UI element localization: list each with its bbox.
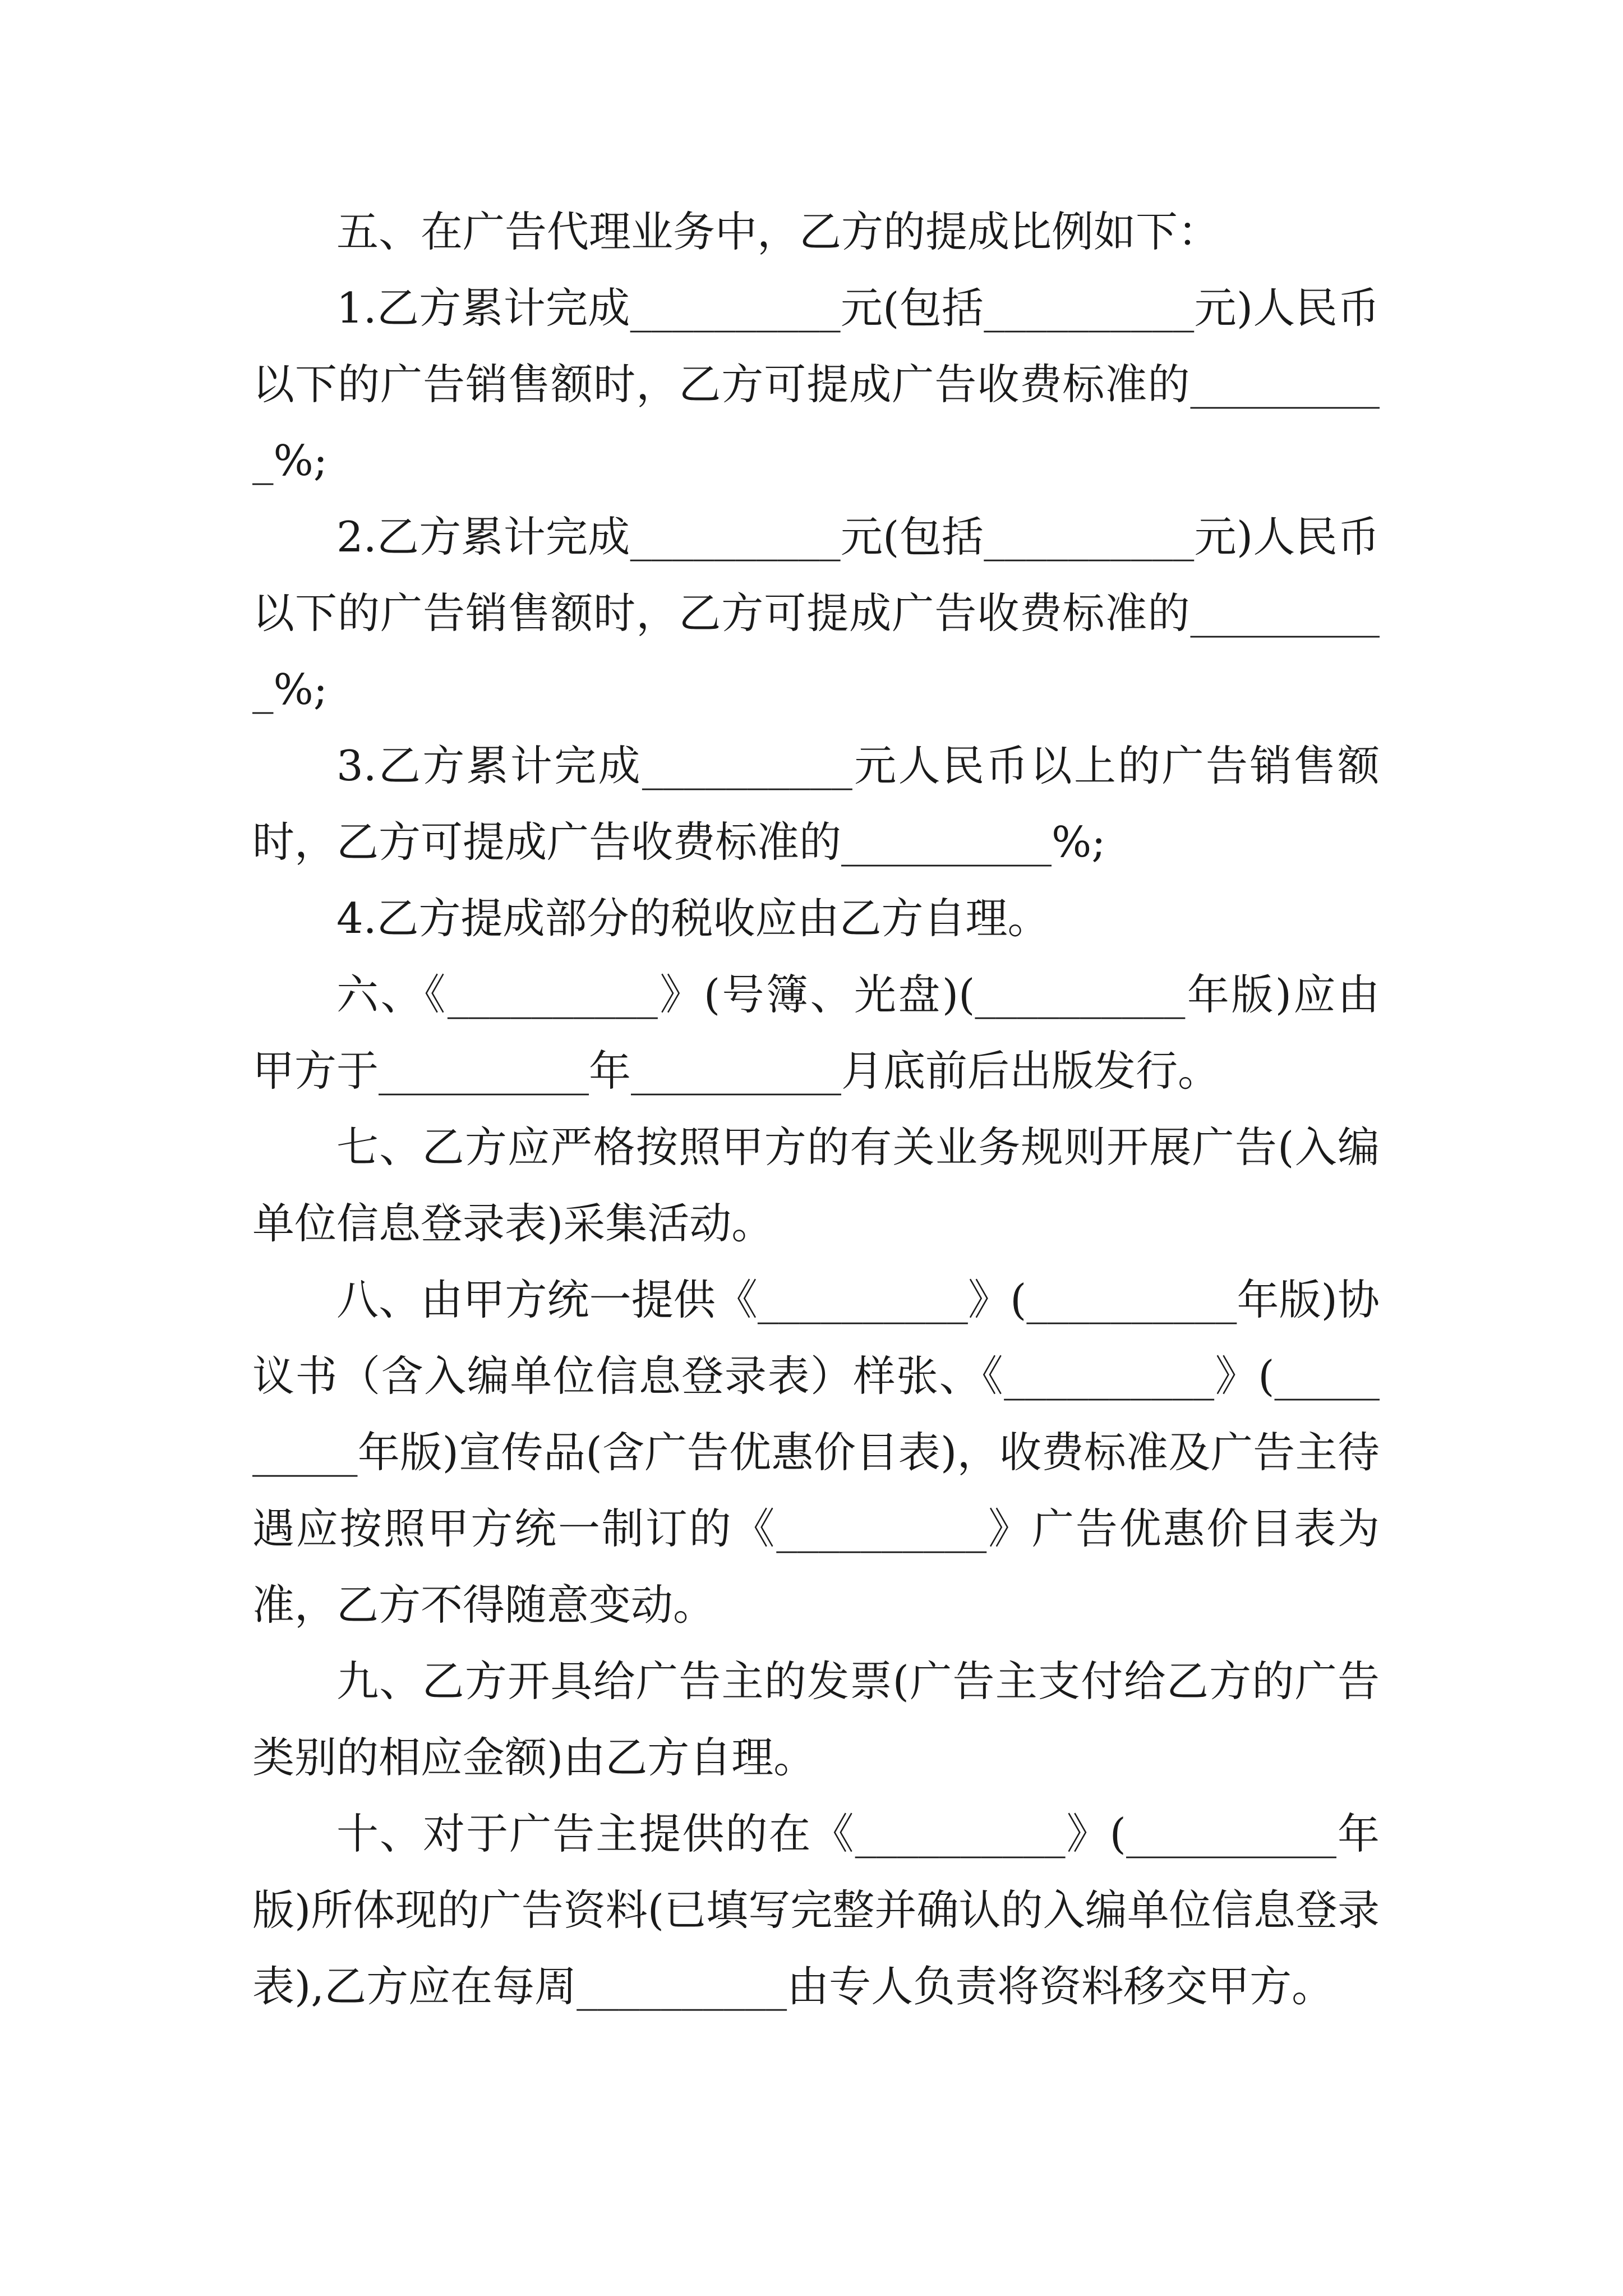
clause-eight: 八、由甲方统一提供《__________》(__________年版)协议书（含入编单位信息登录表）样张、《__________》(__________年版)宣传品(含广告优惠价目表)，收费标准及广告主待遇应按照甲方统一制订的《__________》广告优惠价目表为准，乙方不得随意变动。 [252, 1275, 1380, 1630]
document-body [252, 194, 1380, 2024]
clause-nine: 九、乙方开具给广告主的发票(广告主支付给乙方的广告类别的相应金额)由乙方自理。 [252, 1657, 1380, 1782]
clause-six: 六、《__________》(号簿、光盘)(__________年版)应由甲方于__________年__________月底前后出版发行。 [252, 970, 1380, 1096]
clause-five-item-2: 2.乙方累计完成__________元(包括__________元)人民币以下的广告销售额时，乙方可提成广告收费标准的__________%; [252, 512, 1380, 714]
clause-seven: 七、乙方应严格按照甲方的有关业务规则开展广告(入编单位信息登录表)采集活动。 [252, 1122, 1380, 1248]
clause-five: 五、在广告代理业务中，乙方的提成比例如下： [336, 207, 1220, 256]
clause-five-item-1: 1.乙方累计完成__________元(包括__________元)人民币以下的广告销售额时，乙方可提成广告收费标准的__________%; [252, 283, 1380, 485]
clause-five-item-3: 3.乙方累计完成__________元人民币以上的广告销售额时，乙方可提成广告收费标准的__________%; [252, 741, 1380, 867]
clause-ten: 十、对于广告主提供的在《__________》(__________年版)所体现的广告资料(已填写完整并确认的入编单位信息登录表),乙方应在每周__________由专人负责将资料移交甲方。 [252, 1809, 1380, 2011]
clause-five-item-4: 4.乙方提成部分的税收应由乙方自理。 [336, 894, 1050, 943]
